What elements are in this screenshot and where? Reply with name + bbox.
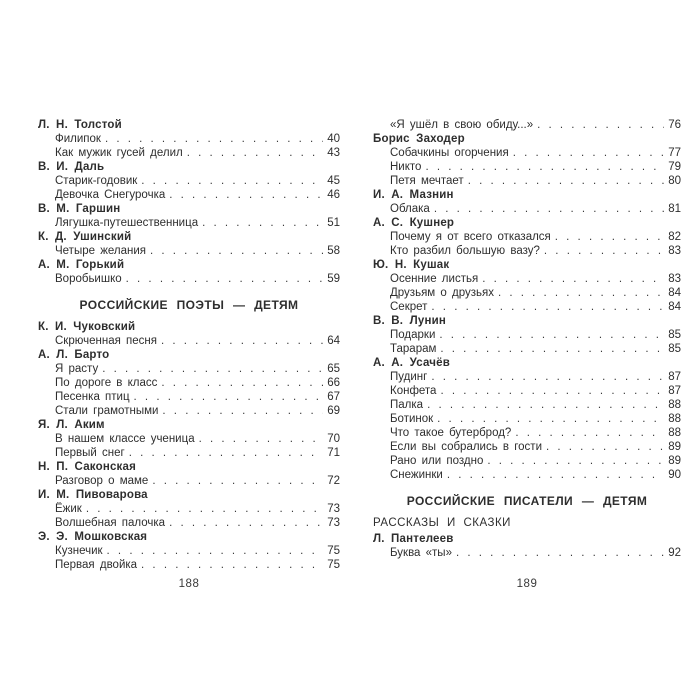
toc-author: И. М. Пивоварова <box>38 489 148 501</box>
entry-page-number: 84 <box>668 287 681 299</box>
toc-entry <box>38 474 340 488</box>
dot-leader <box>202 216 323 230</box>
entry-title: В нашем классе ученица <box>55 433 195 445</box>
entry-title: Разговор о маме <box>55 475 149 487</box>
entry-page-number: 83 <box>668 245 681 257</box>
toc-entry <box>373 146 681 160</box>
entry-title: Кто разбил большую вазу? <box>390 245 540 257</box>
entry-page-number: 85 <box>668 343 681 355</box>
toc-entry <box>373 468 681 482</box>
toc-author: Борис Заходер <box>373 133 465 145</box>
entry-page-number: 89 <box>668 455 681 467</box>
entry-title: Друзьям о друзьях <box>390 287 494 299</box>
dot-leader <box>437 412 664 426</box>
entry-page-number: 87 <box>668 385 681 397</box>
entry-title: Секрет <box>390 301 428 313</box>
entry-title: Ботинок <box>390 413 434 425</box>
toc-entry <box>373 174 681 188</box>
toc-author: И. А. Мазнин <box>373 189 454 201</box>
toc-entry <box>38 272 340 286</box>
entry-page-number: 72 <box>327 475 340 487</box>
toc-entry <box>373 118 681 132</box>
dot-leader <box>425 160 664 174</box>
dot-leader <box>544 244 664 258</box>
entry-page-number: 67 <box>327 391 340 403</box>
entry-title: Конфета <box>390 385 437 397</box>
dot-leader <box>86 502 323 516</box>
entry-title: Первый снег <box>55 447 125 459</box>
dot-leader <box>456 546 664 560</box>
entry-page-number: 59 <box>327 273 340 285</box>
toc-entry <box>38 446 340 460</box>
toc-entry <box>373 202 681 216</box>
entry-title: Снежинки <box>390 469 443 481</box>
toc-subsection: РАССКАЗЫ И СКАЗКИ <box>373 517 511 529</box>
entry-page-number: 75 <box>327 559 340 571</box>
entry-page-number: 80 <box>668 175 681 187</box>
entry-page-number: 58 <box>327 245 340 257</box>
toc-entry <box>38 432 340 446</box>
entry-page-number: 40 <box>327 133 340 145</box>
entry-page-number: 83 <box>668 273 681 285</box>
toc-entry <box>38 362 340 376</box>
entry-title: Кузнечик <box>55 545 103 557</box>
entry-title: Старик-годовик <box>55 175 138 187</box>
toc-entry <box>373 160 681 174</box>
toc-entry <box>38 516 340 530</box>
entry-page-number: 66 <box>327 377 340 389</box>
toc-entry <box>38 390 340 404</box>
entry-title: «Я ушёл в свою обиду...» <box>390 119 534 131</box>
dot-leader <box>555 230 664 244</box>
entry-title: Палка <box>390 399 424 411</box>
dot-leader <box>126 272 323 286</box>
toc-entry <box>373 272 681 286</box>
entry-title: Почему я от всего отказался <box>390 231 551 243</box>
entry-page-number: 85 <box>668 329 681 341</box>
toc-author: Э. Э. Мошковская <box>38 531 148 543</box>
dot-leader <box>439 328 664 342</box>
toc-entry <box>38 146 340 160</box>
dot-leader <box>498 286 664 300</box>
entry-page-number: 51 <box>327 217 340 229</box>
dot-leader <box>102 362 323 376</box>
toc-author: К. Д. Ушинский <box>38 231 132 243</box>
toc-entry <box>38 558 340 572</box>
entry-page-number: 46 <box>327 189 340 201</box>
entry-page-number: 88 <box>668 413 681 425</box>
toc-author: Ю. Н. Кушак <box>373 259 450 271</box>
entry-title: Тарарам <box>390 343 437 355</box>
entry-page-number: 79 <box>668 161 681 173</box>
toc-lines-left <box>38 118 340 572</box>
page-number-right: 189 <box>516 578 538 590</box>
toc-entry <box>373 328 681 342</box>
dot-leader <box>169 188 323 202</box>
toc-entry <box>373 300 681 314</box>
entry-page-number: 64 <box>327 335 340 347</box>
toc-author: Я. Л. Аким <box>38 419 105 431</box>
entry-title: Первая двойка <box>55 559 138 571</box>
toc-section: РОССИЙСКИЕ ПОЭТЫ — ДЕТЯМ <box>79 298 299 312</box>
toc-entry <box>373 370 681 384</box>
toc-author: В. В. Лунин <box>373 315 447 327</box>
entry-page-number: 75 <box>327 545 340 557</box>
toc-entry <box>38 544 340 558</box>
dot-leader <box>447 468 664 482</box>
entry-title: Собачкины огорчения <box>390 147 509 159</box>
entry-page-number: 89 <box>668 441 681 453</box>
entry-page-number: 84 <box>668 301 681 313</box>
dot-leader <box>129 446 323 460</box>
dot-leader <box>150 244 323 258</box>
toc-page-right <box>373 118 681 618</box>
entry-page-number: 87 <box>668 371 681 383</box>
toc-author: А. Л. Барто <box>38 349 110 361</box>
entry-title: Как мужик гусей делил <box>55 147 183 159</box>
dot-leader <box>431 300 664 314</box>
dot-leader <box>513 146 664 160</box>
toc-entry <box>373 384 681 398</box>
entry-title: По дороге в класс <box>55 377 158 389</box>
toc-entry <box>373 426 681 440</box>
entry-title: Что такое бутерброд? <box>390 427 512 439</box>
dot-leader <box>152 474 323 488</box>
entry-title: Воробьишко <box>55 273 122 285</box>
entry-page-number: 88 <box>668 399 681 411</box>
toc-entry <box>373 412 681 426</box>
dot-leader <box>440 384 664 398</box>
entry-page-number: 73 <box>327 517 340 529</box>
entry-title: Четыре желания <box>55 245 147 257</box>
toc-entry <box>38 334 340 348</box>
entry-page-number: 65 <box>327 363 340 375</box>
toc-entry <box>38 404 340 418</box>
toc-entry <box>38 188 340 202</box>
entry-title: Пудинг <box>390 371 428 383</box>
entry-page-number: 69 <box>327 405 340 417</box>
entry-title: Никто <box>390 161 422 173</box>
toc-entry <box>373 398 681 412</box>
entry-page-number: 71 <box>327 447 340 459</box>
toc-entry <box>373 546 681 560</box>
dot-leader <box>434 202 664 216</box>
toc-entry <box>373 230 681 244</box>
toc-section: РОССИЙСКИЕ ПИСАТЕЛИ — ДЕТЯМ <box>406 494 648 508</box>
toc-lines-right <box>373 118 681 560</box>
toc-page-left <box>38 118 340 618</box>
dot-leader <box>199 432 323 446</box>
dot-leader <box>468 174 664 188</box>
entry-page-number: 70 <box>327 433 340 445</box>
entry-title: Девочка Снегурочка <box>55 189 166 201</box>
toc-entry <box>38 376 340 390</box>
dot-leader <box>169 516 323 530</box>
toc-entry <box>38 132 340 146</box>
toc-entry <box>373 454 681 468</box>
entry-title: Волшебная палочка <box>55 517 166 529</box>
page-number-left: 188 <box>178 578 200 590</box>
entry-title: Рано или поздно <box>390 455 484 467</box>
dot-leader <box>161 334 323 348</box>
entry-page-number: 92 <box>668 547 681 559</box>
toc-entry <box>38 216 340 230</box>
entry-title: Петя мечтает <box>390 175 464 187</box>
dot-leader <box>487 454 664 468</box>
toc-entry <box>38 502 340 516</box>
toc-entry <box>38 244 340 258</box>
dot-leader <box>141 174 323 188</box>
toc-author: А. М. Горький <box>38 259 125 271</box>
entry-title: Если вы собрались в гости <box>390 441 542 453</box>
dot-leader <box>482 272 664 286</box>
dot-leader <box>537 118 664 132</box>
entry-page-number: 43 <box>327 147 340 159</box>
toc-author: В. И. Даль <box>38 161 105 173</box>
toc-author: В. М. Гаршин <box>38 203 121 215</box>
toc-author: Л. Н. Толстой <box>38 119 122 131</box>
entry-title: Ёжик <box>55 503 82 515</box>
entry-page-number: 76 <box>668 119 681 131</box>
toc-author: А. С. Кушнер <box>373 217 455 229</box>
dot-leader <box>162 404 323 418</box>
entry-page-number: 82 <box>668 231 681 243</box>
dot-leader <box>105 132 323 146</box>
dot-leader <box>187 146 323 160</box>
entry-page-number: 73 <box>327 503 340 515</box>
entry-title: Я расту <box>55 363 99 375</box>
dot-leader <box>440 342 664 356</box>
entry-page-number: 81 <box>668 203 681 215</box>
entry-page-number: 88 <box>668 427 681 439</box>
toc-author: А. А. Усачёв <box>373 357 451 369</box>
dot-leader <box>107 544 323 558</box>
entry-page-number: 90 <box>668 469 681 481</box>
entry-title: Песенка птиц <box>55 391 130 403</box>
dot-leader <box>431 370 664 384</box>
toc-entry <box>373 244 681 258</box>
dot-leader <box>161 376 323 390</box>
dot-leader <box>141 558 323 572</box>
toc-entry <box>373 440 681 454</box>
toc-entry <box>373 286 681 300</box>
dot-leader <box>134 390 323 404</box>
toc-entry <box>38 174 340 188</box>
entry-title: Скрюченная песня <box>55 335 157 347</box>
toc-entry <box>373 342 681 356</box>
entry-page-number: 77 <box>668 147 681 159</box>
toc-author: Л. Пантелеев <box>373 533 454 545</box>
entry-title: Стали грамотными <box>55 405 159 417</box>
entry-title: Лягушка-путешественница <box>55 217 199 229</box>
dot-leader <box>515 426 664 440</box>
entry-title: Осенние листья <box>390 273 479 285</box>
toc-author: К. И. Чуковский <box>38 321 136 333</box>
entry-title: Облака <box>390 203 430 215</box>
toc-author: Н. П. Саконская <box>38 461 137 473</box>
dot-leader <box>546 440 664 454</box>
entry-title: Буква «ты» <box>390 547 452 559</box>
entry-page-number: 45 <box>327 175 340 187</box>
entry-title: Филипок <box>55 133 101 145</box>
dot-leader <box>427 398 664 412</box>
entry-title: Подарки <box>390 329 436 341</box>
